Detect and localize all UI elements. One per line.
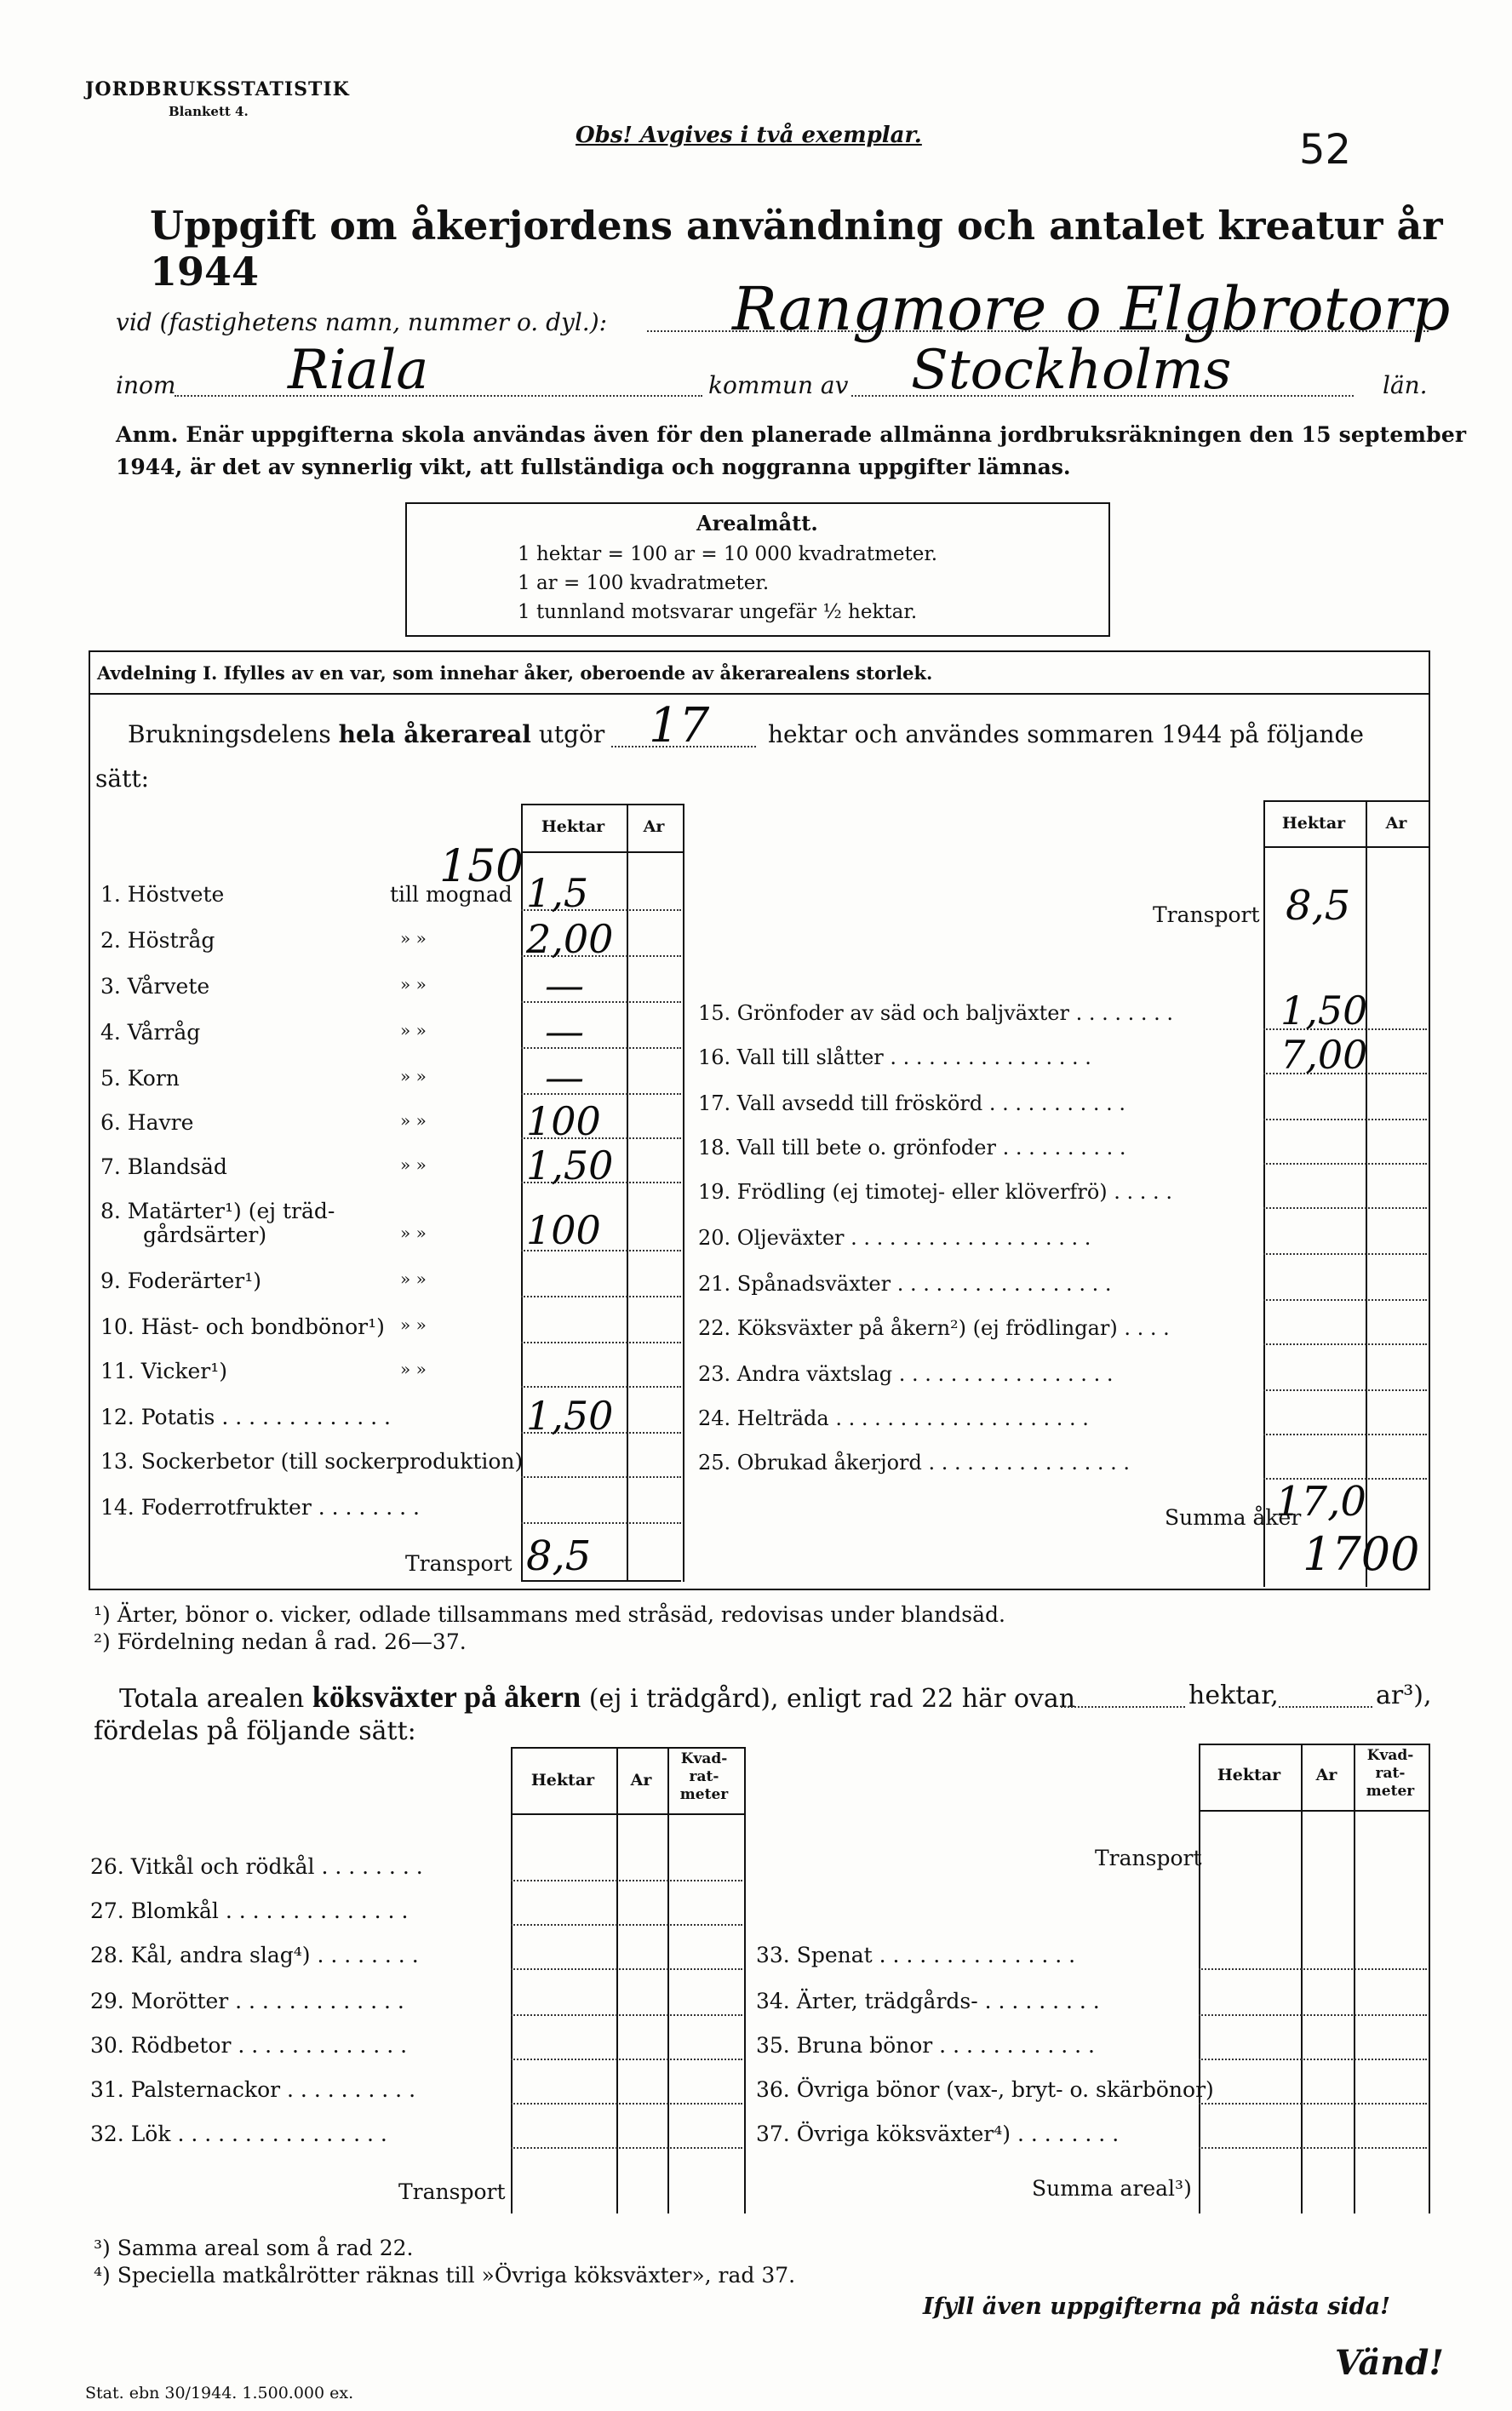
right-row-line xyxy=(1263,1389,1427,1391)
left-row-suffix: » » xyxy=(400,1268,427,1289)
right-col-hektar: Hektar xyxy=(1281,814,1346,833)
s2-ar-line xyxy=(1279,1706,1372,1708)
left-row-label: 2. Höstråg xyxy=(100,928,215,953)
left-transport-value[interactable]: 8,5 xyxy=(526,1532,592,1580)
s2-left-row-label: 28. Kål, andra slag⁴) . . . . . . . . xyxy=(90,1943,419,1967)
areal-line1: 1 hektar = 100 ar = 10 000 kvadratmeter. xyxy=(518,543,938,565)
page-number: 52 xyxy=(1299,126,1352,174)
right-row-value[interactable]: 1,50 xyxy=(1280,988,1368,1034)
right-row-label: 24. Helträda . . . . . . . . . . . . . . . . . . . . xyxy=(698,1406,1089,1430)
turn-note: Vänd! xyxy=(1335,2343,1444,2383)
areal-line2: 1 ar = 100 kvadratmeter. xyxy=(518,572,770,594)
footnote-1: ¹) Ärter, bönor o. vicker, odlade tillsammans med stråsäd, redovisas under blandsäd. xyxy=(94,1602,1005,1627)
left-row-value[interactable]: 1,50 xyxy=(526,1393,614,1439)
parish-value[interactable]: Riala xyxy=(288,339,429,402)
intro-bold: hela åkerareal xyxy=(338,720,531,748)
inom-label: inom xyxy=(116,371,176,399)
left-row-line xyxy=(521,1342,681,1343)
left-col-hektar: Hektar xyxy=(541,817,605,836)
s2l-col-ar: Ar xyxy=(630,1771,652,1790)
left-row-label: 6. Havre xyxy=(100,1110,194,1135)
s2-right-row-line xyxy=(1199,1968,1427,1970)
s2-left-row-line xyxy=(511,2147,742,2149)
left-row-label: 7. Blandsäd xyxy=(100,1154,227,1179)
right-row-label: 15. Grönfoder av säd och baljväxter . . . . . . . . xyxy=(698,1001,1174,1025)
left-row-label: 3. Vårvete xyxy=(100,974,210,999)
s2-right-row-label: 33. Spenat . . . . . . . . . . . . . . . xyxy=(756,1943,1076,1967)
left-row-value[interactable]: 100 xyxy=(526,1098,601,1144)
left-transport-label: Transport xyxy=(405,1551,513,1576)
left-row-suffix: » » xyxy=(400,1066,427,1086)
left-row-suffix: till mognad xyxy=(390,882,513,907)
left-row-label: 14. Foderrotfrukter . . . . . . . . xyxy=(100,1495,420,1520)
intro-pre: Brukningsdelens xyxy=(128,720,331,748)
s2-left-row-label: 30. Rödbetor . . . . . . . . . . . . . xyxy=(90,2033,408,2058)
right-row-label: 17. Vall avsedd till fröskörd . . . . . . . . . . . xyxy=(698,1091,1126,1115)
right-row-label: 21. Spånadsväxter . . . . . . . . . . . . . . . . . xyxy=(698,1272,1112,1296)
left-row-value[interactable]: 1,50 xyxy=(526,1143,614,1188)
s2-ar-label: ar³), xyxy=(1376,1681,1432,1710)
section1-heading: Avdelning I. Ifylles av en var, som innehar åker, oberoende av åkerarealens storlek. xyxy=(97,662,933,684)
left-row-label: 12. Potatis . . . . . . . . . . . . . xyxy=(100,1405,392,1429)
s2r-col-kvm: Kvad-rat-meter xyxy=(1366,1747,1415,1800)
right-row-line xyxy=(1263,1207,1427,1209)
s2r-col-ar: Ar xyxy=(1315,1766,1337,1784)
obs-note: Obs! Avgives i två exemplar. xyxy=(576,123,922,148)
s2-intro-mid: (ej i trädgård), enligt rad 22 här ovan xyxy=(588,1684,1076,1714)
s2-left-row-label: 26. Vitkål och rödkål . . . . . . . . xyxy=(90,1854,423,1879)
s2-intro-bold: köksväxter på åkern xyxy=(312,1680,581,1714)
right-col-ar: Ar xyxy=(1385,814,1407,833)
right-row-line xyxy=(1263,1343,1427,1345)
s2-left-row-line xyxy=(511,2059,742,2060)
footnote-3: ³) Samma areal som å rad 22. xyxy=(94,2236,414,2260)
s2-left-row-label: 32. Lök . . . . . . . . . . . . . . . . xyxy=(90,2122,387,2146)
right-transport-value[interactable]: 8,5 xyxy=(1286,882,1351,930)
s2-right-row-label: 34. Ärter, trädgårds- . . . . . . . . . xyxy=(756,1989,1100,2013)
left-row-suffix: » » xyxy=(400,1359,427,1379)
org-name: JORDBRUKSSTATISTIK xyxy=(85,78,350,100)
s2-left-transport: Transport xyxy=(398,2179,506,2204)
fill-next-note: Ifyll även uppgifterna på nästa sida! xyxy=(923,2294,1390,2320)
right-row-label: 25. Obrukad åkerjord . . . . . . . . . . . . . . . . xyxy=(698,1451,1130,1475)
intro-end: sätt: xyxy=(95,765,149,793)
property-label: vid (fastighetens namn, nummer o. dyl.): xyxy=(116,308,608,336)
s2-right-row-line xyxy=(1199,2147,1427,2149)
right-row-label: 16. Vall till slåtter . . . . . . . . . . . . . . . . xyxy=(698,1045,1091,1069)
left-row-label: 10. Häst- och bondbönor¹) xyxy=(100,1314,385,1339)
footnote-2: ²) Fördelning nedan å rad. 26—37. xyxy=(94,1629,467,1654)
left-row-label: 8. Matärter¹) (ej träd- xyxy=(100,1199,335,1223)
left-row-suffix: » » xyxy=(400,1314,427,1335)
left-row-label: 11. Vicker¹) xyxy=(100,1359,227,1383)
property-value[interactable]: Rangmore o Elgbrotorp xyxy=(732,274,1451,344)
right-row-line xyxy=(1263,1163,1427,1165)
left-overwrite: 150 xyxy=(439,841,524,892)
left-row-label: 5. Korn xyxy=(100,1066,180,1091)
s2-right-table xyxy=(1199,1744,1430,2213)
s2-right-row-label: 36. Övriga bönor (vax-, bryt- o. skärbönor) xyxy=(756,2077,1214,2102)
intro-mid: utgör xyxy=(538,720,605,748)
lan-label: län. xyxy=(1383,371,1428,399)
s2-right-row-line xyxy=(1199,2103,1427,2105)
left-row-suffix: » » xyxy=(400,1110,427,1131)
s2r-col-hektar: Hektar xyxy=(1217,1766,1281,1784)
areal-box xyxy=(405,502,1110,637)
s2-left-row-line xyxy=(511,1924,742,1926)
right-row-line xyxy=(1263,1434,1427,1435)
section1-heading-rule xyxy=(89,693,1429,695)
s2-right-row-line xyxy=(1199,2059,1427,2060)
s2-right-transport: Transport xyxy=(1095,1846,1202,1870)
s2-left-row-line xyxy=(511,2103,742,2105)
summa-value-2[interactable]: 1700 xyxy=(1303,1527,1420,1581)
left-row-suffix: » » xyxy=(400,928,427,948)
s2-summa-label: Summa areal³) xyxy=(1032,2176,1192,2201)
left-row-label: 13. Sockerbetor (till sockerproduktion) xyxy=(100,1449,524,1474)
s2-left-row-label: 31. Palsternackor . . . . . . . . . . xyxy=(90,2077,416,2102)
s2-left-row-label: 29. Morötter . . . . . . . . . . . . . xyxy=(90,1989,404,2013)
right-row-line xyxy=(1263,1299,1427,1301)
right-row-line xyxy=(1263,1253,1427,1255)
right-row-label: 20. Oljeväxter . . . . . . . . . . . . . . . . . . . xyxy=(698,1226,1091,1250)
form-number: Blankett 4. xyxy=(169,104,249,119)
print-info: Stat. ebn 30/1944. 1.500.000 ex. xyxy=(85,2384,354,2402)
left-row-value[interactable]: — xyxy=(545,1008,584,1054)
right-transport-label: Transport xyxy=(1153,902,1260,927)
s2-left-row-line xyxy=(511,1968,742,1970)
left-row-suffix: » » xyxy=(400,1020,427,1040)
left-row-suffix: » » xyxy=(400,974,427,994)
s2l-col-kvm: Kvad-rat-meter xyxy=(679,1750,729,1803)
page-title: Uppgift om åkerjordens användning och antalet kreatur år 1944 xyxy=(150,203,1443,295)
s2-hektar-line xyxy=(1061,1706,1185,1708)
left-row-label: 9. Foderärter¹) xyxy=(100,1268,262,1293)
left-row-line xyxy=(521,1522,681,1524)
note-line1: Anm. Enär uppgifterna skola användas även för den planerade allmänna jordbruksräkningen den 15 september xyxy=(116,422,1467,447)
left-row-line xyxy=(521,1386,681,1388)
areal-line3: 1 tunnland motsvarar ungefär ½ hektar. xyxy=(518,601,918,623)
county-value[interactable]: Stockholms xyxy=(911,339,1232,402)
right-row-label: 18. Vall till bete o. grönfoder . . . . . . . . . . xyxy=(698,1136,1126,1160)
left-row-label-2: gårdsärter) xyxy=(143,1223,267,1247)
summa-value[interactable]: 17,0 xyxy=(1275,1478,1366,1526)
s2-intro-pre: Totala arealen xyxy=(119,1684,305,1714)
s2-right-row-line xyxy=(1199,2014,1427,2016)
left-row-value[interactable]: 1,5 xyxy=(526,870,589,916)
right-row-line xyxy=(1263,1119,1427,1120)
s2-left-row-line xyxy=(511,1880,742,1881)
left-row-value[interactable]: 100 xyxy=(526,1207,601,1253)
left-row-value[interactable]: — xyxy=(545,1054,584,1100)
right-row-label: 19. Frödling (ej timotej- eller klöverfrö) . . . . . xyxy=(698,1180,1172,1204)
s2-right-row-label: 35. Bruna bönor . . . . . . . . . . . . xyxy=(756,2033,1095,2058)
left-row-suffix: » » xyxy=(400,1223,427,1243)
right-row-label: 23. Andra växtslag . . . . . . . . . . . . . . . . . xyxy=(698,1362,1114,1386)
s2-left-row-line xyxy=(511,2014,742,2016)
left-row-label: 4. Vårråg xyxy=(100,1020,201,1045)
areal-title: Arealmått. xyxy=(696,511,818,535)
s2l-col-hektar: Hektar xyxy=(530,1771,595,1790)
right-row-value[interactable]: 7,00 xyxy=(1280,1032,1368,1078)
s2-left-row-label: 27. Blomkål . . . . . . . . . . . . . . xyxy=(90,1898,409,1923)
left-col-ar: Ar xyxy=(643,817,665,836)
kommun-label: kommun av xyxy=(708,371,849,399)
left-row-value[interactable]: 2,00 xyxy=(526,916,614,962)
s2-hektar-label: hektar, xyxy=(1188,1681,1279,1710)
s2-intro-line2: fördelas på följande sätt: xyxy=(94,1716,416,1746)
note-line2: 1944, är det av synnerlig vikt, att fullständiga och noggranna uppgifter lämnas. xyxy=(116,455,1071,479)
summa-label: Summa åker xyxy=(1165,1505,1302,1530)
left-row-line xyxy=(521,1296,681,1297)
left-row-line xyxy=(521,1476,681,1478)
left-row-value[interactable]: — xyxy=(545,962,584,1008)
intro-post: hektar och användes sommaren 1944 på följande xyxy=(768,720,1364,748)
left-row-suffix: » » xyxy=(400,1154,427,1175)
section1-intro xyxy=(128,720,604,748)
right-row-label: 22. Köksväxter på åkern²) (ej frödlingar) . . . . xyxy=(698,1316,1170,1340)
s2-right-row-label: 37. Övriga köksväxter⁴) . . . . . . . . xyxy=(756,2122,1120,2146)
total-area-value[interactable]: 17 xyxy=(649,698,710,753)
footnote-4: ⁴) Speciella matkålrötter räknas till »Övriga köksväxter», rad 37. xyxy=(94,2263,796,2288)
s2-left-table xyxy=(511,1747,746,2213)
parish-line xyxy=(175,395,702,397)
left-row-label: 1. Höstvete xyxy=(100,882,225,907)
section2-intro xyxy=(119,1679,1075,1715)
